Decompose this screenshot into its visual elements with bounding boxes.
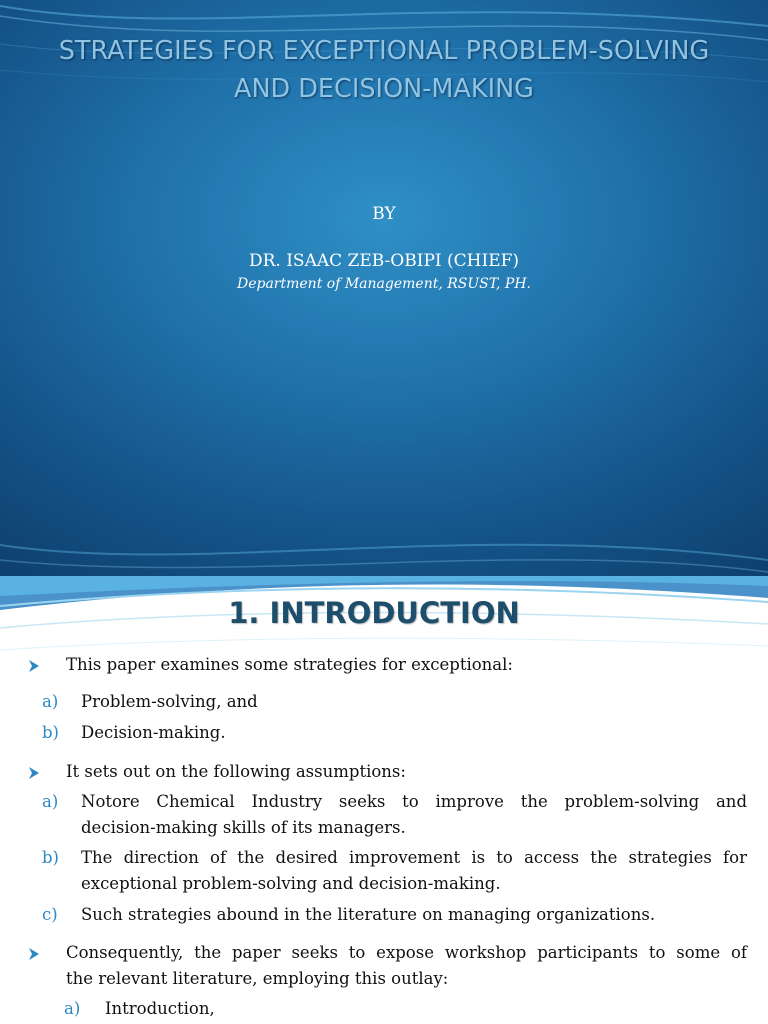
bullet-1-text: This paper examines some strategies for exceptional: <box>66 655 513 674</box>
list-item: Problem-solving, and <box>81 692 258 711</box>
list-item: Introduction, <box>105 999 215 1018</box>
list-marker: a) <box>64 999 81 1018</box>
author-department: Department of Management, RSUST, PH. <box>236 276 532 292</box>
list-item: The direction of the desired improvement is to access the strategies for <box>81 848 747 867</box>
list-marker: a) <box>42 792 59 811</box>
bullet-3-text: Consequently, the paper seeks to expose workshop participants to some of <box>66 943 747 962</box>
by-label: BY <box>372 204 396 224</box>
presentation-title: STRATEGIES FOR EXCEPTIONAL PROBLEM-SOLVING AND DECISION-MAKING <box>58 36 710 104</box>
list-marker: b) <box>42 848 59 867</box>
list-item: Notore Chemical Industry seeks to improve the problem-solving and <box>81 792 747 811</box>
list-marker: a) <box>42 692 59 711</box>
list-marker: b) <box>42 723 59 742</box>
bullet-2-text: It sets out on the following assumptions: <box>66 762 406 781</box>
bullet-3-text-continued: the relevant literature, employing this outlay: <box>66 969 449 988</box>
list-item: Decision-making. <box>81 723 226 742</box>
list-item-continued: decision-making skills of its managers. <box>81 818 406 837</box>
list-item: Such strategies abound in the literature on managing organizations. <box>81 905 656 924</box>
introduction-slide <box>0 576 768 1024</box>
author-name: DR. ISAAC ZEB-OBIPI (CHIEF) <box>248 251 520 271</box>
list-item-continued: exceptional problem-solving and decision-making. <box>81 874 501 893</box>
slide-heading: 1. INTRODUCTION <box>228 596 520 630</box>
list-marker: c) <box>42 905 58 924</box>
